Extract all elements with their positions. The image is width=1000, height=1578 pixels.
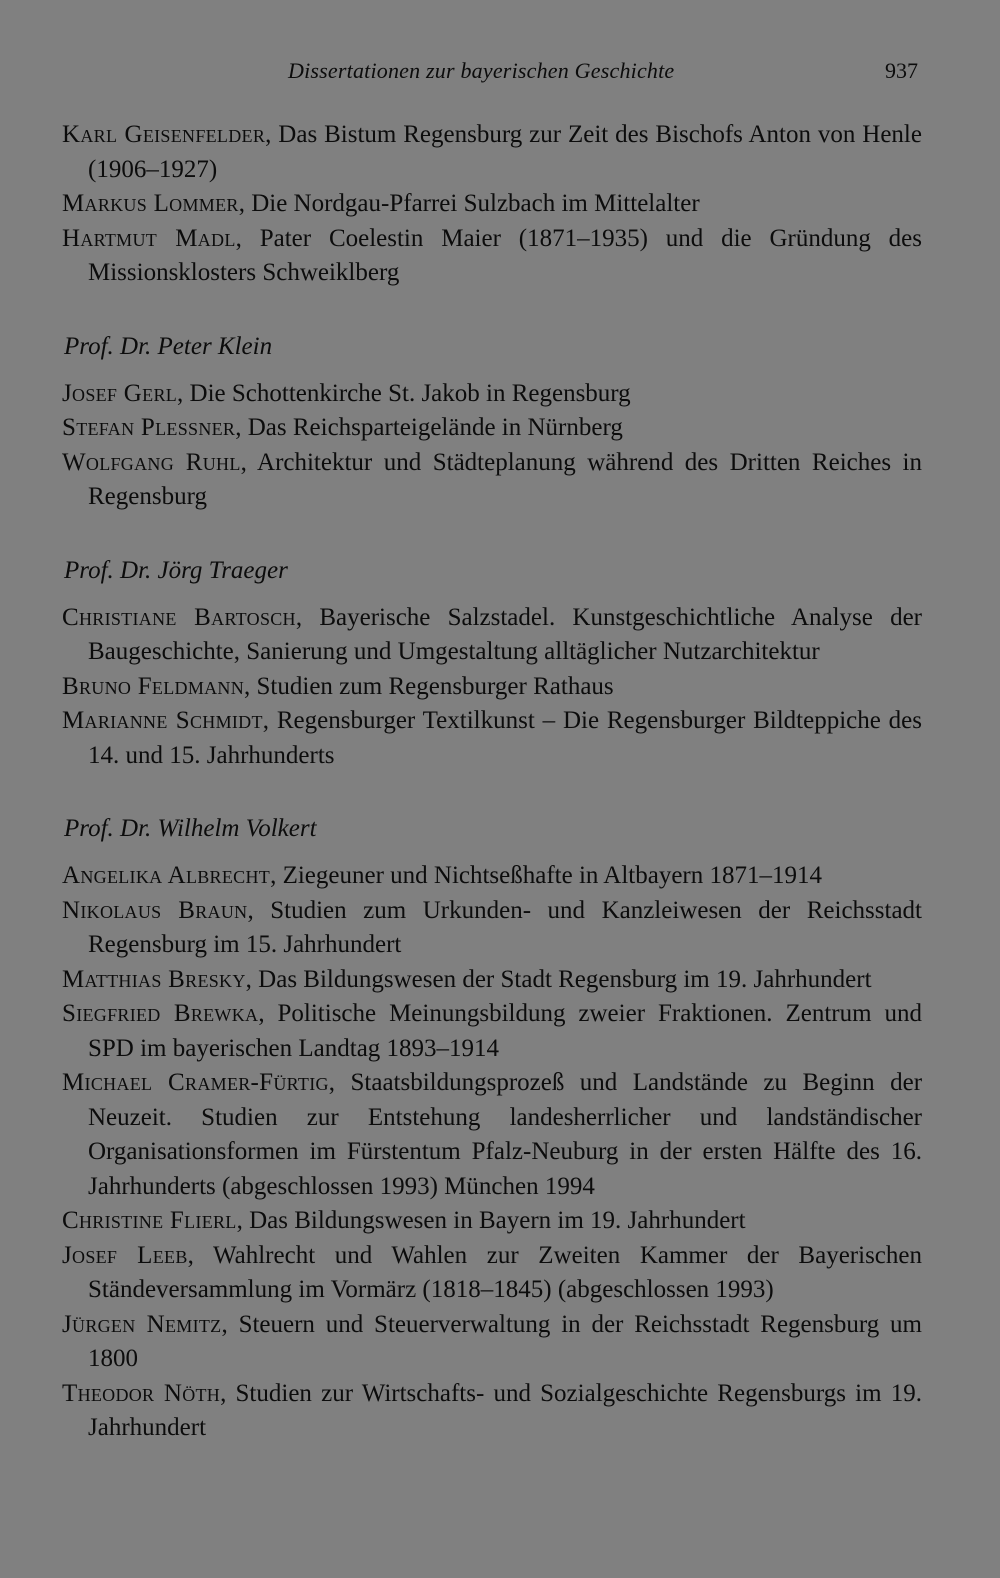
entry-title: Die Schottenkirche St. Jakob in Regensburg (189, 379, 631, 407)
entry-title: Bayerische Salzstadel. Kunstgeschichtliche Analyse der Baugeschichte, Sanierung und Umgestaltung alltäglicher Nutzarchitektur (88, 603, 923, 665)
entry-author: Christine Flierl (62, 1207, 237, 1234)
list-item: Josef Gerl, Die Schottenkirche St. Jakob in Regensburg (62, 379, 631, 407)
section-heading-professor: Prof. Dr. Wilhelm Volkert (64, 815, 317, 842)
section-klein (62, 329, 922, 515)
entry-title: Pater Coelestin Maier (1871–1935) und die Gründung des Missionsklosters Schweiklberg (88, 224, 923, 286)
list-item: Matthias Bresky, Das Bildungswesen der Stadt Regensburg im 19. Jahrhundert (62, 965, 872, 993)
entry-author: Michael Cramer-Fürtig (62, 1069, 329, 1096)
section-volkert (62, 811, 922, 1446)
entry-title: Das Reichsparteigelände in Nürnberg (247, 414, 623, 441)
list-item: Hartmut Madl, Pater Coelestin Maier (1871–1935) und die Gründung des Missionsklosters Schweiklberg (62, 224, 923, 286)
section-heading-professor: Prof. Dr. Peter Klein (64, 332, 273, 360)
entry-title: Regensburger Textilkunst – Die Regensburger Bildteppiche des 14. und 15. Jahrhunderts (88, 707, 923, 769)
list-item: Christine Flierl, Das Bildungswesen in Bayern im 19. Jahrhundert (62, 1207, 746, 1234)
entry-title: Das Bildungswesen in Bayern im 19. Jahrhundert (249, 1207, 746, 1234)
entry-title: Ziegeuner und Nichtseßhafte in Altbayern 1871–1914 (282, 862, 823, 889)
list-item: Nikolaus Braun, Studien zum Urkunden- und Kanzleiwesen der Reichsstadt Regensburg im 15. Jahrhundert (62, 896, 922, 958)
entry-author: Marianne Schmidt (62, 707, 263, 734)
entry-title: Studien zur Wirtschafts- und Sozialgeschichte Regensburgs im 19. Jahrhundert (88, 1379, 922, 1441)
entry-author: Angelika Albrecht (62, 862, 271, 889)
entry-author: Christiane Bartosch (62, 603, 296, 631)
list-item: Christiane Bartosch, Bayerische Salzstadel. Kunstgeschichtliche Analyse der Baugeschichte, Sanierung und Umgestaltung alltäglicher Nutzarchitektur (62, 603, 923, 665)
list-item: Angelika Albrecht, Ziegeuner und Nichtseßhafte in Altbayern 1871–1914 (62, 862, 823, 889)
entry-author: Hartmut Madl (62, 224, 236, 252)
entry-title: Architektur und Städteplanung während des Dritten Reiches in Regensburg (88, 448, 922, 510)
entry-title: Das Bildungswesen der Stadt Regensburg im 19. Jahrhundert (258, 965, 872, 993)
entry-author: Matthias Bresky (62, 965, 246, 993)
entry-author: Markus Lommer (62, 190, 239, 217)
entry-title: Wahlrecht und Wahlen zur Zweiten Kammer der Bayerischen Ständeversammlung im Vormärz (1818–1845) (abgeschlossen 1993) (88, 1241, 922, 1303)
running-title: Dissertationen zur bayerischen Geschichte (288, 58, 675, 83)
list-item: Wolfgang Ruhl, Architektur und Städteplanung während des Dritten Reiches in Regensburg (62, 448, 922, 510)
list-item: Siegfried Brewka, Politische Meinungsbildung zweier Fraktionen. Zentrum und SPD im bayerischen Landtag 1893–1914 (62, 1000, 922, 1062)
list-item: Theodor Nöth, Studien zur Wirtschafts- und Sozialgeschichte Regensburgs im 19. Jahrhundert (62, 1379, 922, 1441)
entry-title: Das Bistum Regensburg zur Zeit des Bischofs Anton von Henle (1906–1927) (88, 121, 922, 183)
list-item: Marianne Schmidt, Regensburger Textilkunst – Die Regensburger Bildteppiche des 14. und 15. Jahrhunderts (62, 707, 923, 769)
list-item: Michael Cramer-Fürtig, Staatsbildungsprozeß und Landstände zu Beginn der Neuzeit. Studien zur Entstehung landesherrlicher und landständischer Organisationsformen im Fürstentum Pfalz-Neuburg in der ersten Hälfte des 16. Jahrhunderts (abgeschlossen 1993) München 1994 (62, 1069, 923, 1200)
list-item: Stefan Plessner, Das Reichsparteigelände in Nürnberg (62, 414, 623, 441)
entry-title: Staatsbildungsprozeß und Landstände zu Beginn der Neuzeit. Studien zur Entstehung landesherrlicher und landständischer Organisationsformen im Fürstentum Pfalz-Neuburg in der ersten Hälfte des 16. Jahrhunderts (abgeschlossen 1993) München 1994 (88, 1069, 923, 1200)
entry-title: Politische Meinungsbildung zweier Fraktionen. Zentrum und SPD im bayerischen Landtag 1893–1914 (88, 1000, 922, 1062)
section-traeger (62, 553, 922, 774)
section-continued (62, 118, 922, 291)
list-item: Josef Leeb, Wahlrecht und Wahlen zur Zweiten Kammer der Bayerischen Ständeversammlung im Vormärz (1818–1845) (abgeschlossen 1993) (62, 1241, 922, 1303)
list-item: Karl Geisenfelder, Das Bistum Regensburg zur Zeit des Bischofs Anton von Henle (1906–1927) (62, 121, 922, 183)
entry-title: Die Nordgau-Pfarrei Sulzbach im Mittelalter (251, 190, 700, 217)
section-heading-professor: Prof. Dr. Jörg Traeger (64, 556, 288, 584)
entry-author: Theodor Nöth (62, 1379, 221, 1407)
list-item: Markus Lommer, Die Nordgau-Pfarrei Sulzbach im Mittelalter (62, 190, 700, 217)
entry-author: Siegfried Brewka (62, 1000, 259, 1027)
entry-title: Studien zum Urkunden- und Kanzleiwesen der Reichsstadt Regensburg im 15. Jahrhundert (88, 896, 922, 958)
entry-author: Wolfgang Ruhl (62, 448, 241, 476)
list-item: Jürgen Nemitz, Steuern und Steuerverwaltung in der Reichsstadt Regensburg um 1800 (62, 1310, 923, 1372)
entry-author: Bruno Feldmann (62, 672, 245, 700)
list-item: Bruno Feldmann, Studien zum Regensburger Rathaus (62, 672, 614, 700)
entry-title: Steuern und Steuerverwaltung in der Reichsstadt Regensburg um 1800 (88, 1310, 923, 1372)
entry-author: Jürgen Nemitz (62, 1310, 222, 1338)
running-header (62, 58, 922, 90)
dissertation-list (62, 118, 922, 1446)
entry-author: Stefan Plessner (62, 414, 236, 441)
entry-author: Josef Gerl (62, 379, 178, 407)
entry-author: Nikolaus Braun (62, 896, 248, 924)
entry-author: Josef Leeb (62, 1241, 188, 1269)
entry-title: Studien zum Regensburger Rathaus (256, 672, 614, 700)
entry-author: Karl Geisenfelder (62, 121, 266, 148)
page-number: 937 (885, 58, 918, 83)
